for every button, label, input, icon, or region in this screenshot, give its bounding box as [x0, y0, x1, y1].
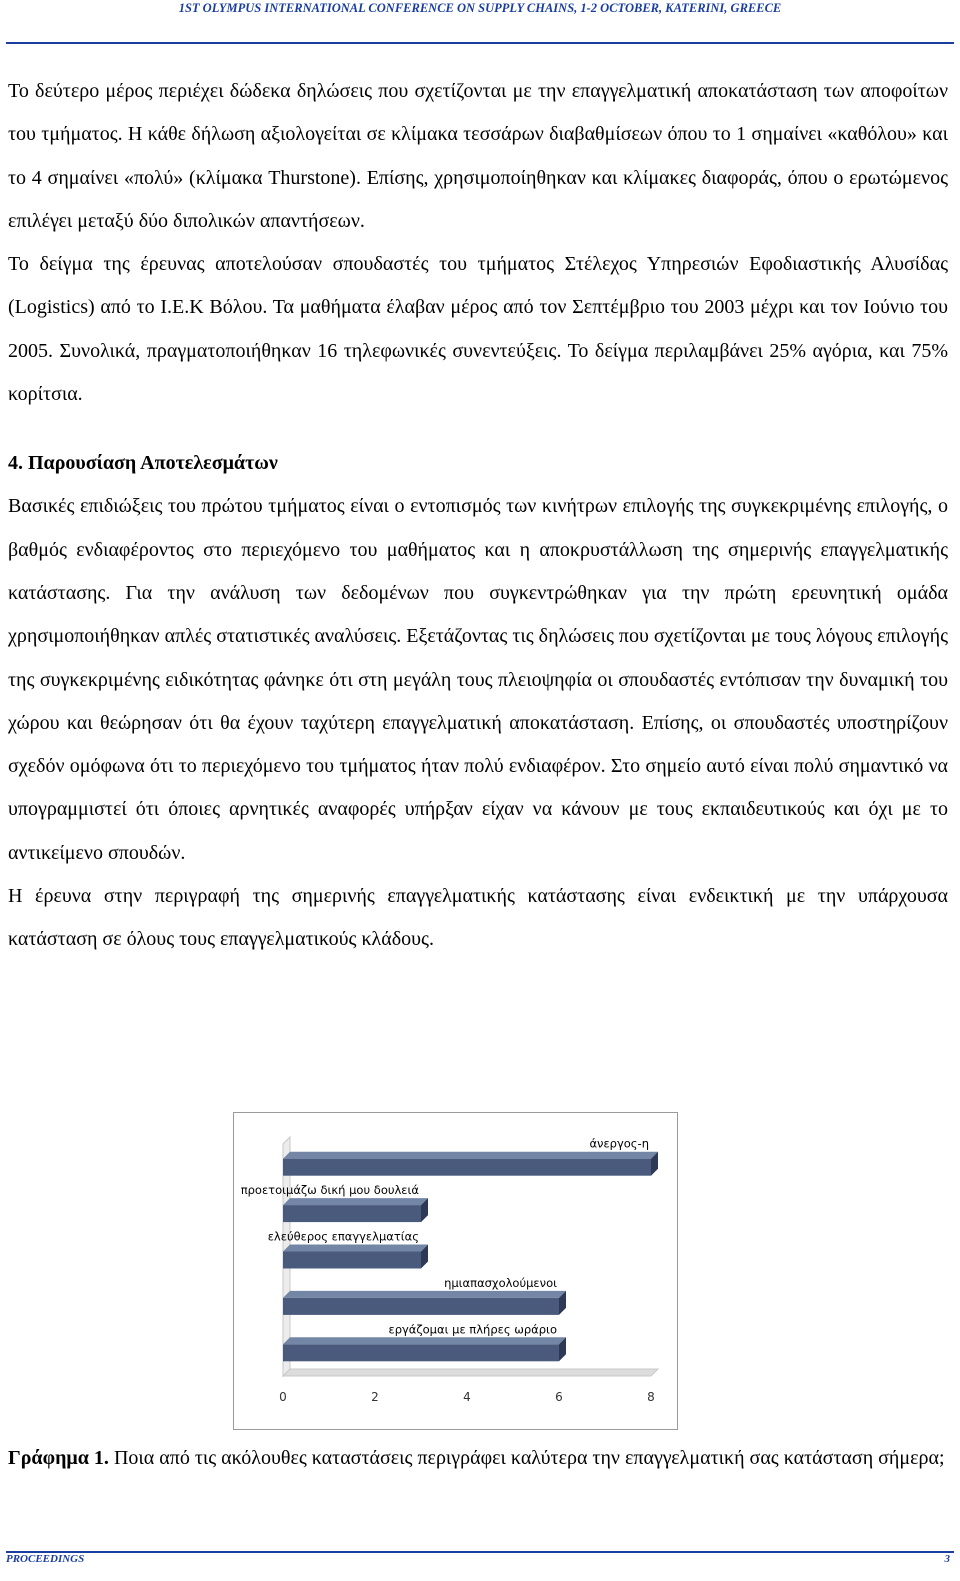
caption-text: Ποια από τις ακόλουθες καταστάσεις περιγράφει καλύτερα την επαγγελματική σας κατάσταση σήμερα;	[108, 1447, 945, 1469]
bar	[283, 1159, 651, 1176]
header-rule	[6, 42, 954, 44]
bar-top	[283, 1245, 428, 1252]
chart-floor	[283, 1369, 658, 1376]
bar	[283, 1298, 559, 1315]
paragraph-results: Βασικές επιδιώξεις του πρώτου τμήματος είναι ο εντοπισμός των κινήτρων επιλογής της συγκεκριμένης επιλογής, ο βαθμός ενδιαφέροντος στο περιεχόμενο του μαθήματος και η αποκρυστάλλωση της σημερινής επαγγελματικής κατάστασης. Για την ανάλυση των δεδομένων που συγκεντρώθηκαν για την πρώτη ερευνητική ομάδα χρησιμοποιήθηκαν απλές στατιστικές αναλύσεις. Εξετάζοντας τις δηλώσεις που σχετίζονται με τους λόγους επιλογής της συγκεκριμένης ειδικότητας φάνηκε ότι στη μεγάλη τους πλειοψηφία οι σπουδαστές εντόπισαν την δυναμική του χώρου και θεώρησαν ότι θα έχουν ταχύτερη επαγγελματική αποκατάσταση. Επίσης, οι σπουδαστές υποστηρίζουν σχεδόν ομόφωνα ότι το περιεχόμενο του τμήματος ήταν πολύ ενδιαφέρον. Στο σημείο αυτό είναι πολύ σημαντικό να υπογραμμιστεί ότι όποιες αρνητικές αναφορές υπήρξαν είχαν να κάνουν με τους εκπαιδευτικούς και όχι με το αντικείμενο σπουδών.	[8, 495, 948, 864]
bar-top	[283, 1152, 658, 1159]
caption-label: Γράφημα 1.	[8, 1447, 109, 1469]
section-heading: 4. Παρουσίαση Αποτελεσμάτων	[8, 452, 278, 475]
chart-svg	[233, 1112, 678, 1430]
page-number: 3	[944, 1553, 950, 1565]
category-label: προετοιμάζω δική μου δουλειά	[240, 1183, 419, 1198]
x-tick-label: 4	[463, 1390, 471, 1404]
bar	[283, 1205, 421, 1222]
figure-caption	[8, 1437, 948, 1480]
paragraph-current-status: Η έρευνα στην περιγραφή της σημερινής επαγγελματικής κατάστασης είναι ενδεικτική με την υπάρχουσα κατάσταση σε όλους τους επαγγελματικούς κλάδους.	[8, 885, 948, 951]
x-tick-label: 6	[555, 1390, 563, 1404]
category-label: ημιαπασχολούμενοι	[444, 1275, 557, 1290]
body-text	[8, 70, 948, 962]
footer-proceedings: PROCEEDINGS	[6, 1553, 85, 1565]
category-label: εργάζομαι με πλήρες ωράριο	[388, 1322, 557, 1337]
footer-rule	[6, 1551, 954, 1553]
category-label: άνεργος-η	[589, 1136, 649, 1151]
section-gap	[8, 416, 948, 442]
bar	[283, 1252, 421, 1269]
category-label: ελεύθερος επαγγελματίας	[267, 1229, 419, 1244]
x-tick-label: 0	[279, 1390, 287, 1404]
bar-top	[283, 1291, 566, 1298]
conference-header: 1ST OLYMPUS INTERNATIONAL CONFERENCE ON SUPPLY CHAINS, 1-2 OCTOBER, KATERINI, GREECE	[178, 1, 782, 15]
bar-top	[283, 1337, 566, 1344]
x-tick-label: 2	[371, 1390, 379, 1404]
paragraph-methodology: Το δεύτερο μέρος περιέχει δώδεκα δηλώσεις που σχετίζονται με την επαγγελματική αποκατάσταση των αποφοίτων του τμήματος. Η κάθε δήλωση αξιολογείται σε κλίμακα τεσσάρων διαβαθμίσεων όπου το 1 σημαίνει «καθόλου» και το 4 σημαίνει «πολύ» (κλίμακα Thurstone). Επίσης, χρησιμοποίηθηκαν και κλίμακες διαφοράς, όπου ο ερωτώμενος επιλέγει μεταξύ δύο διπολικών απαντήσεων.	[8, 80, 948, 232]
paragraph-sample: Το δείγμα της έρευνας αποτελούσαν σπουδαστές του τμήματος Στέλεχος Υπηρεσιών Εφοδιαστικής Αλυσίδας (Logistics) από το Ι.Ε.Κ Βόλου. Τα μαθήματα έλαβαν μέρος από τον Σεπτέμβριο του 2003 μέχρι και τον Ιούνιο του 2005. Συνολικά, πραγματοποιήθηκαν 16 τηλεφωνικές συνεντεύξεις. Το δείγμα περιλαμβάνει 25% αγόρια, και 75% κορίτσια.	[8, 253, 948, 406]
bar-top	[283, 1198, 428, 1205]
x-tick-label: 8	[647, 1390, 655, 1404]
bar	[283, 1344, 559, 1361]
employment-status-chart	[233, 1112, 678, 1430]
